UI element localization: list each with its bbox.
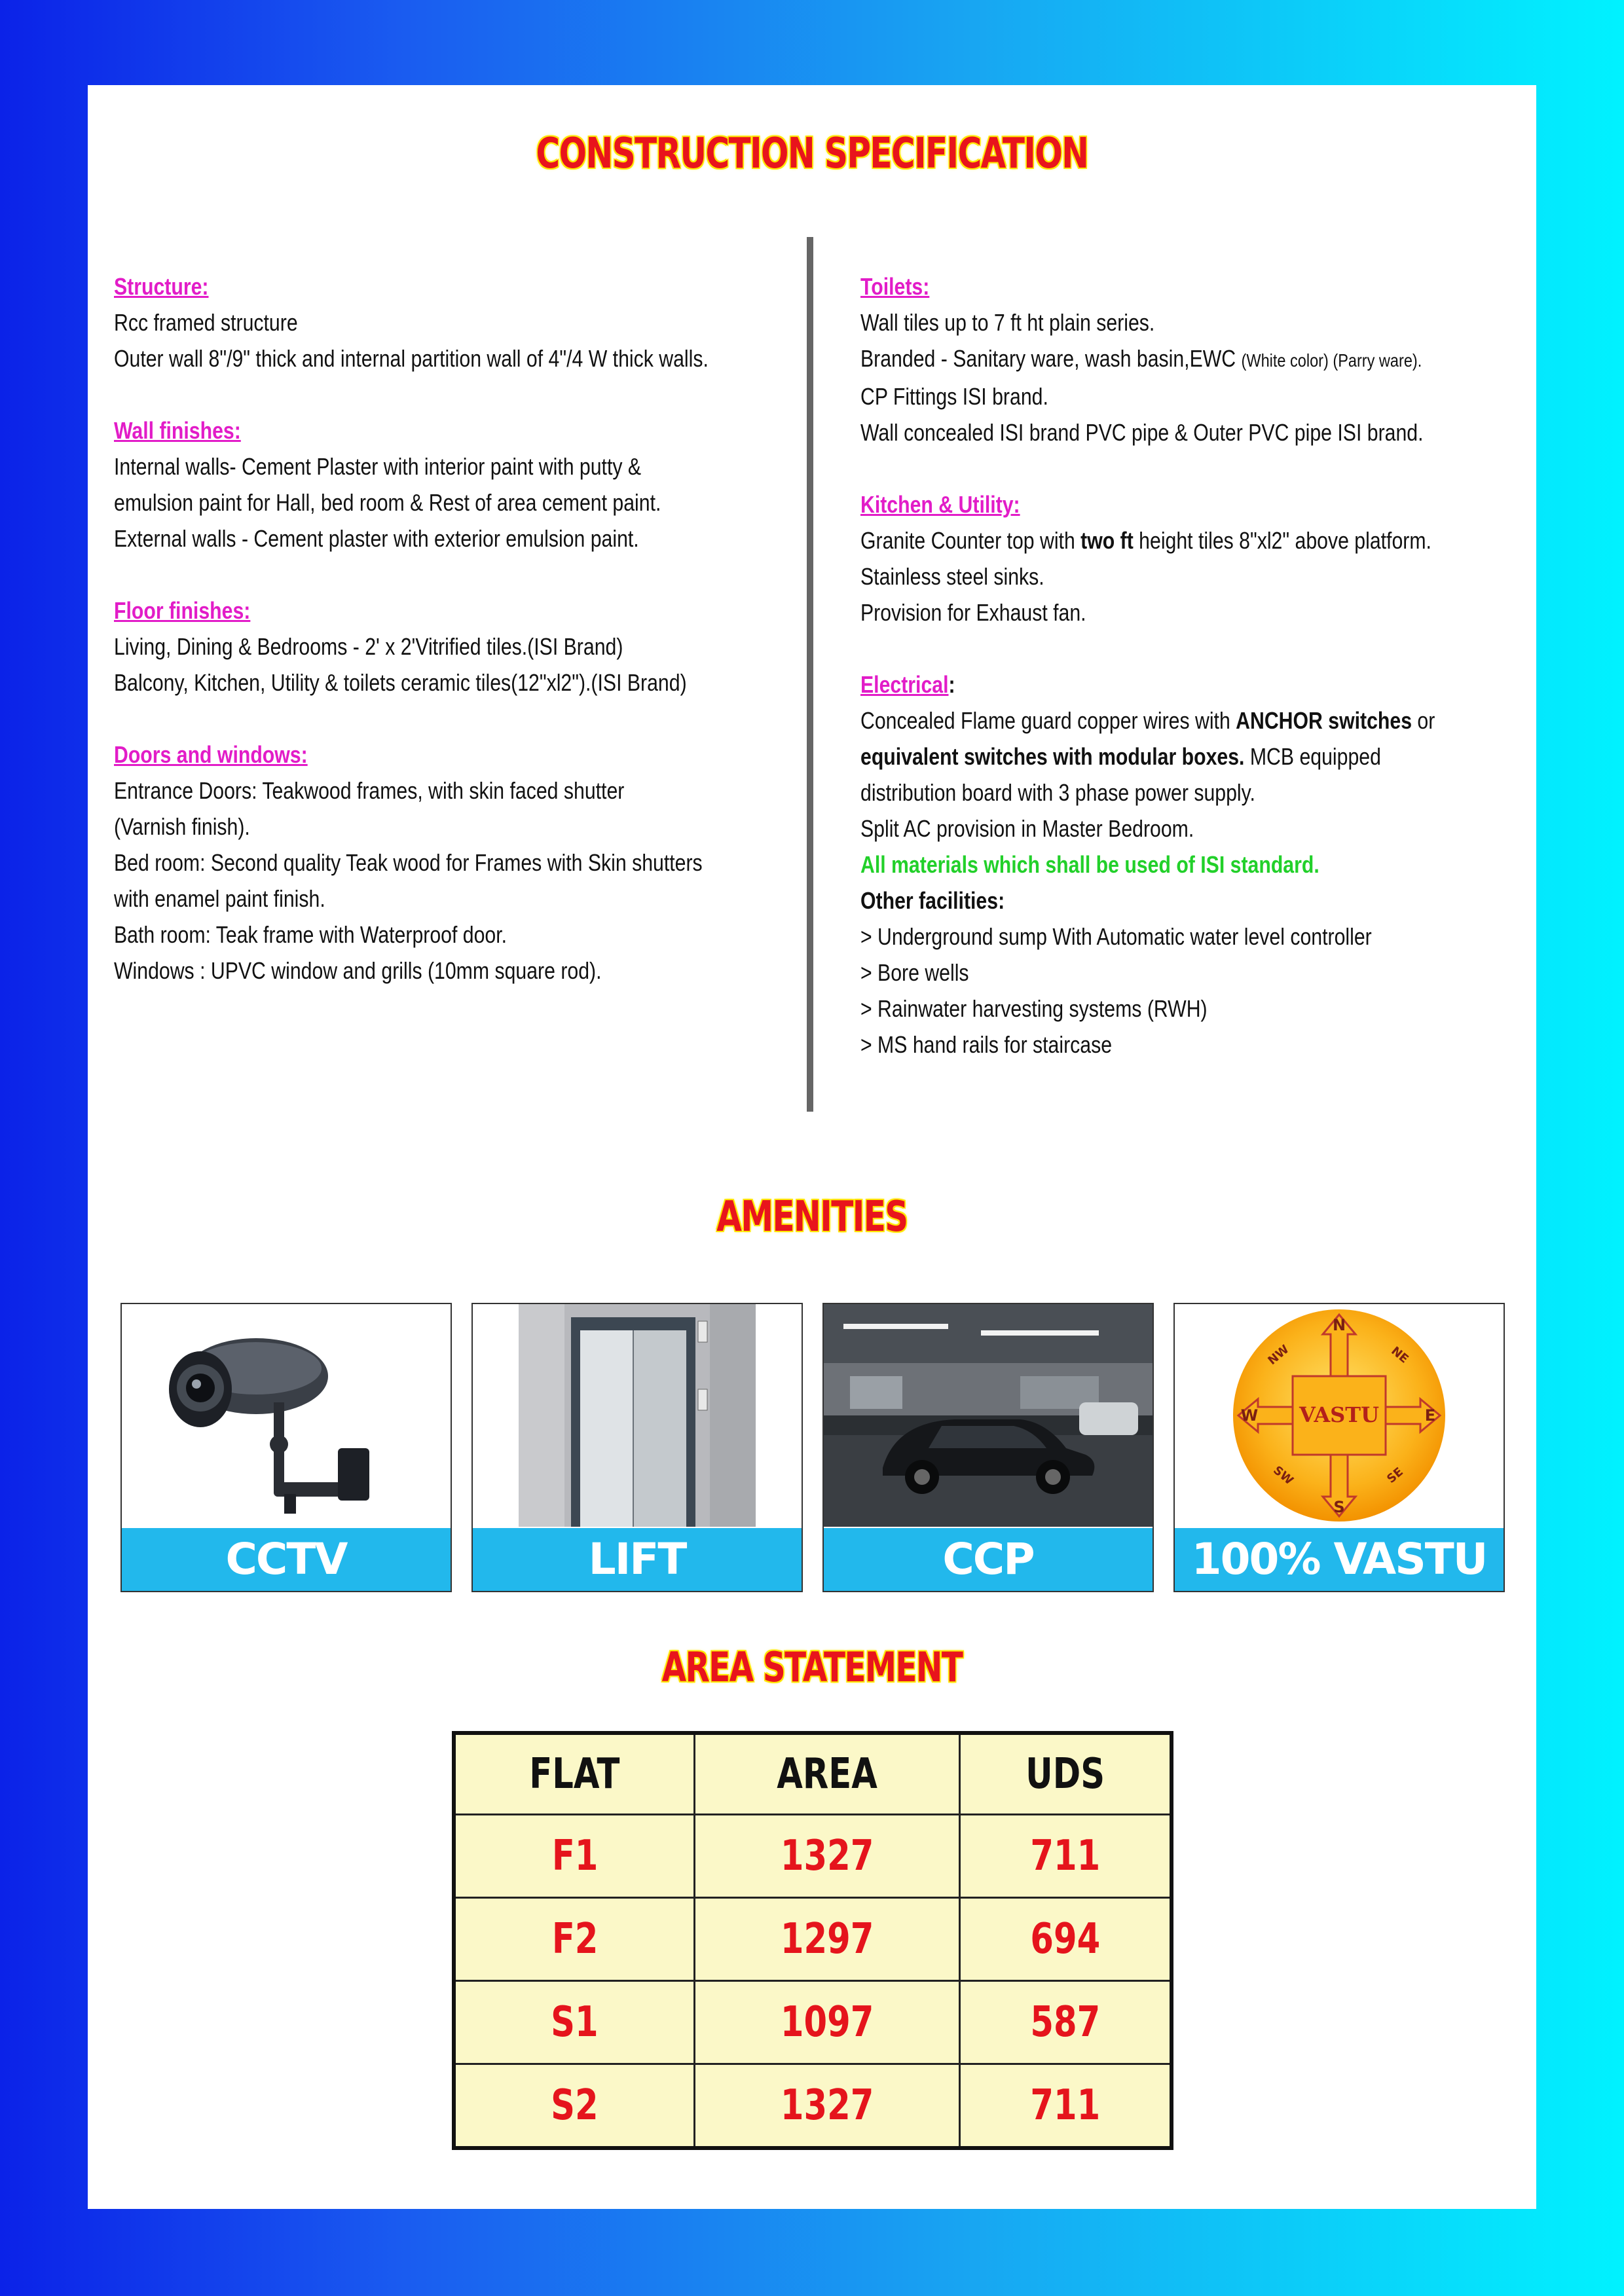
amenity-card-cctv <box>120 1303 452 1592</box>
amenity-card-vastu <box>1173 1303 1505 1592</box>
compass-n: N <box>1332 1316 1346 1334</box>
wall-line: emulsion paint for Hall, bed room & Rest of area cement paint. <box>114 489 661 516</box>
kitchen-line: Granite Counter top with two ft height tiles 8"xl2" above platform. <box>860 527 1431 554</box>
cell-area: 1327 <box>695 2064 959 2149</box>
table-header-row <box>454 1733 1172 1815</box>
toilets-line: Wall concealed ISI brand PVC pipe & Outer PVC pipe ISI brand. <box>860 419 1424 446</box>
header-area: AREA <box>695 1733 959 1815</box>
area-table <box>452 1731 1173 2150</box>
kitchen-line: Provision for Exhaust fan. <box>860 599 1086 626</box>
kitchen-section <box>860 486 1548 630</box>
electrical-line: Split AC provision in Master Bedroom. <box>860 815 1194 842</box>
car-parking-icon <box>824 1304 1153 1527</box>
table-row <box>454 2064 1172 2149</box>
doors-windows-section <box>114 737 860 989</box>
doors-line: Windows : UPVC window and grills (10mm square rod). <box>114 957 602 984</box>
toilets-line: Wall tiles up to 7 ft ht plain series. <box>860 309 1155 336</box>
compass-s: S <box>1333 1498 1345 1516</box>
cell-uds: 711 <box>959 2064 1172 2149</box>
right-column <box>860 268 1548 1063</box>
floor-finishes-title: Floor finishes: <box>114 597 251 624</box>
left-column <box>114 268 860 989</box>
toilets-brand-note: (White color) (Parry ware). <box>1241 350 1422 371</box>
facility-item: > Underground sump With Automatic water level controller <box>860 923 1372 950</box>
compass-center: VASTU <box>1299 1402 1379 1427</box>
kitchen-line: Stainless steel sinks. <box>860 563 1044 590</box>
amenity-card-lift <box>471 1303 803 1592</box>
electrical-line: Concealed Flame guard copper wires with ANCHOR switches or <box>860 707 1435 734</box>
wall-line: External walls - Cement plaster with exterior emulsion paint. <box>114 525 639 552</box>
wall-finishes-section <box>114 412 860 556</box>
facility-item: > Rainwater harvesting systems (RWH) <box>860 995 1208 1022</box>
amenity-label: 100% VASTU <box>1175 1528 1504 1591</box>
compass-ne: NE <box>1388 1343 1411 1366</box>
compass-w: W <box>1240 1406 1259 1425</box>
facility-item: > Bore wells <box>860 959 969 986</box>
structure-title: Structure: <box>114 273 209 300</box>
area-statement-title: AREA STATEMENT <box>661 1643 963 1691</box>
structure-line: Outer wall 8"/9" thick and internal partition wall of 4"/4 W thick walls. <box>114 345 709 372</box>
structure-section <box>114 268 860 376</box>
kitchen-title: Kitchen & Utility: <box>860 491 1020 518</box>
amenity-cards <box>120 1303 1509 1594</box>
doors-line: (Varnish finish). <box>114 813 250 840</box>
vastu-compass-icon <box>1175 1304 1504 1527</box>
cell-area: 1327 <box>695 1815 959 1898</box>
table-row <box>454 1898 1172 1981</box>
spec-page <box>88 85 1536 2209</box>
doors-line: with enamel paint finish. <box>114 885 325 912</box>
toilets-title: Toilets: <box>860 273 930 300</box>
cell-area: 1097 <box>695 1981 959 2064</box>
electrical-section: Electrical: Concealed Flame guard copper wires with ANCHOR switches or equivalent switches with modular boxes. MCB equipped distribution board with 3 phase power supply. Split AC provision in Master Bedroom. All materials which shall be used of ISI standard. Other facilities: > Underground sump With Automatic water level controller > Bore wells > Rainwater harvesting systems (RWH) > MS hand rails for staircase <box>860 666 1548 1063</box>
facility-item: > MS hand rails for staircase <box>860 1031 1113 1058</box>
doors-line: Entrance Doors: Teakwood frames, with skin faced shutter <box>114 777 625 804</box>
amenities-title: AMENITIES <box>716 1193 908 1241</box>
wall-line: Internal walls- Cement Plaster with interior paint with putty & <box>114 453 642 480</box>
toilets-line: Branded - Sanitary ware, wash basin,EWC (White color) (Parry ware). <box>860 345 1422 372</box>
doors-windows-title: Doors and windows: <box>114 741 308 768</box>
elevator-icon <box>473 1304 802 1527</box>
floor-finishes-section <box>114 592 860 701</box>
cell-uds: 587 <box>959 1981 1172 2064</box>
page-title: CONSTRUCTION SPECIFICATION <box>536 130 1088 178</box>
compass-se: SE <box>1384 1465 1406 1486</box>
cell-area: 1297 <box>695 1898 959 1981</box>
cell-flat: F1 <box>454 1815 695 1898</box>
wall-finishes-title: Wall finishes: <box>114 417 241 444</box>
electrical-line: distribution board with 3 phase power supply. <box>860 779 1255 806</box>
doors-line: Bath room: Teak frame with Waterproof door. <box>114 921 507 948</box>
amenity-card-ccp <box>822 1303 1154 1592</box>
toilets-line: CP Fittings ISI brand. <box>860 383 1048 410</box>
isi-standard-note: All materials which shall be used of ISI standard. <box>860 851 1320 878</box>
doors-line: Bed room: Second quality Teak wood for Frames with Skin shutters <box>114 849 703 876</box>
table-row <box>454 1981 1172 2064</box>
amenity-label: CCTV <box>122 1528 451 1591</box>
table-row <box>454 1815 1172 1898</box>
floor-line: Balcony, Kitchen, Utility & toilets ceramic tiles(12"xl2").(ISI Brand) <box>114 669 687 696</box>
compass-nw: NW <box>1265 1342 1292 1368</box>
amenity-label: CCP <box>824 1528 1153 1591</box>
toilets-section <box>860 268 1548 450</box>
structure-line: Rcc framed structure <box>114 309 298 336</box>
electrical-line: equivalent switches with modular boxes. MCB equipped <box>860 743 1381 770</box>
cell-uds: 694 <box>959 1898 1172 1981</box>
electrical-title: Electrical <box>860 671 949 698</box>
cell-flat: S2 <box>454 2064 695 2149</box>
header-flat: FLAT <box>454 1733 695 1815</box>
cell-flat: F2 <box>454 1898 695 1981</box>
header-uds: UDS <box>959 1733 1172 1815</box>
cell-flat: S1 <box>454 1981 695 2064</box>
cell-uds: 711 <box>959 1815 1172 1898</box>
cctv-camera-icon <box>122 1304 451 1527</box>
compass-sw: SW <box>1270 1463 1296 1488</box>
other-facilities-title: Other facilities: <box>860 887 1005 914</box>
floor-line: Living, Dining & Bedrooms - 2' x 2'Vitrified tiles.(ISI Brand) <box>114 633 623 660</box>
amenity-label: LIFT <box>473 1528 802 1591</box>
compass-e: E <box>1424 1406 1436 1425</box>
